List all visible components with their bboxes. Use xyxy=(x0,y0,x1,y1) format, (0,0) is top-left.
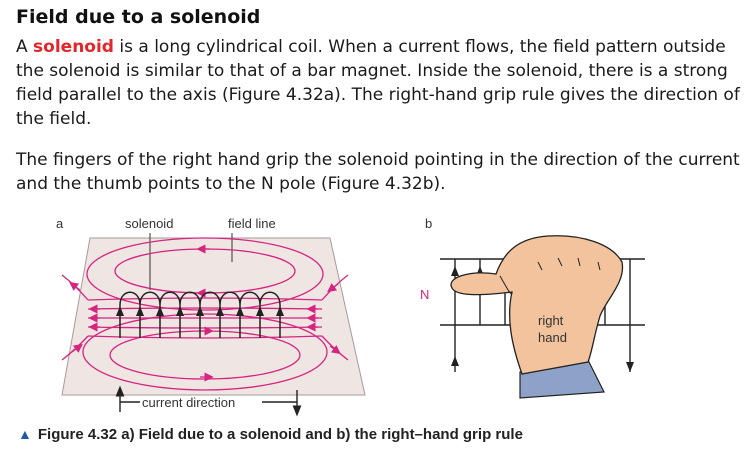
solenoid-label: solenoid xyxy=(125,216,174,231)
right-hand-label-line1: right xyxy=(538,313,564,328)
current-direction-label: current direction xyxy=(142,395,236,410)
field-line-label: field line xyxy=(228,216,276,231)
keyword-solenoid: solenoid xyxy=(33,37,114,57)
section-heading: Field due to a solenoid xyxy=(16,6,261,28)
field-plane xyxy=(62,238,365,395)
figure-label-b: b xyxy=(425,216,433,231)
right-hand-label-line2: hand xyxy=(538,330,567,345)
caption-marker-icon: ▲ xyxy=(18,426,32,442)
figure-caption xyxy=(18,426,523,443)
caption-text: Figure 4.32 a) Field due to a solenoid and b) the right–hand grip rule xyxy=(37,426,523,443)
figure-label-a: a xyxy=(56,216,64,231)
para1-before: A xyxy=(16,37,34,57)
paragraph-grip-rule: The fingers of the right hand grip the solenoid pointing in the direction of the current and the thumb points to the N pole (Figure 4.32b). xyxy=(16,150,740,194)
para1-after: is a long cylindrical coil. When a current flows, the field pattern outside the solenoid is similar to that of a bar magnet. Inside the solenoid, there is a strong field parallel to the axis (Figure 4.32a). The right-hand grip rule gives the direction of the field. xyxy=(16,37,740,129)
hand xyxy=(451,236,623,374)
hand-illustration xyxy=(451,236,623,398)
n-pole-label: N xyxy=(420,287,430,302)
